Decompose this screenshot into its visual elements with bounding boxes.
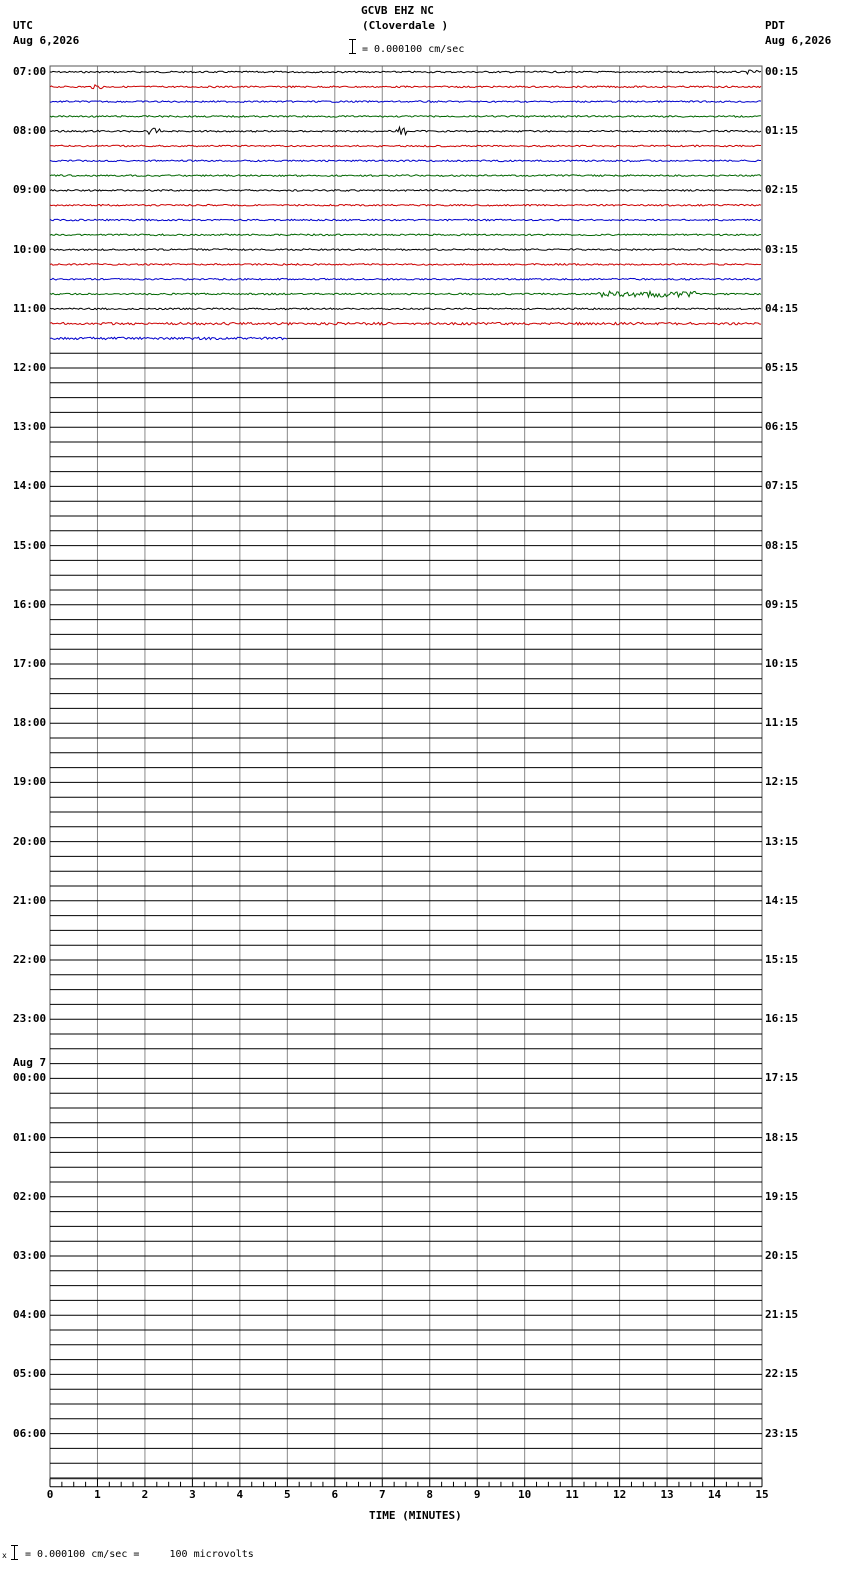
utc-hour-label: 21:00	[13, 893, 47, 907]
plot-frame	[50, 66, 762, 1479]
x-tick-label: 10	[518, 1487, 532, 1501]
utc-hour-label: 00:00	[13, 1071, 47, 1085]
seismic-trace	[50, 175, 761, 177]
footer-scale-note: = 0.000100 cm/sec = 100 microvolts	[25, 1549, 254, 1560]
pdt-hour-label: 07:15	[765, 479, 799, 493]
station-location: (Cloverdale )	[362, 19, 449, 32]
pdt-hour-label: 23:15	[765, 1426, 799, 1440]
utc-hour-label: 11:00	[13, 301, 47, 315]
pdt-hour-label: 02:15	[765, 183, 799, 197]
seismic-trace	[50, 249, 761, 251]
right-timezone: PDT	[765, 19, 785, 32]
utc-hour-label: 09:00	[13, 183, 47, 197]
utc-hour-label: 06:00	[13, 1426, 47, 1440]
seismic-trace	[50, 337, 287, 339]
utc-hour-label: 18:00	[13, 716, 47, 730]
x-tick-label: 8	[426, 1487, 434, 1501]
seismic-trace	[50, 308, 761, 310]
x-tick-label: 12	[612, 1487, 627, 1501]
seismic-trace	[50, 145, 761, 147]
x-tick-label: 14	[707, 1487, 722, 1501]
seismic-trace	[50, 127, 761, 135]
x-tick-label: 3	[189, 1487, 196, 1501]
x-tick-label: 5	[284, 1487, 291, 1501]
x-tick-label: 9	[473, 1487, 481, 1501]
utc-hour-label: 22:00	[13, 953, 47, 966]
x-tick-label: 0	[46, 1487, 54, 1501]
pdt-hour-label: 00:15	[765, 65, 799, 78]
seismic-trace	[50, 101, 761, 103]
utc-hour-label: 20:00	[13, 834, 47, 848]
footer-scale-icon	[11, 1545, 18, 1560]
pdt-hour-label: 21:15	[765, 1308, 799, 1322]
scale-label: = 0.000100 cm/sec	[362, 44, 465, 55]
x-tick-label: 4	[236, 1487, 244, 1501]
pdt-hour-label: 18:15	[765, 1130, 799, 1144]
utc-hour-label: 03:00	[13, 1249, 47, 1262]
utc-hour-label: 13:00	[13, 420, 47, 434]
pdt-hour-label: 13:15	[765, 834, 799, 848]
pdt-hour-label: 03:15	[765, 242, 799, 256]
utc-hour-label: 12:00	[13, 361, 47, 374]
utc-hour-label: 14:00	[13, 479, 47, 493]
left-timezone: UTC	[13, 19, 33, 32]
utc-hour-label: 08:00	[13, 124, 47, 138]
utc-hour-label: 07:00	[13, 65, 47, 78]
seismic-trace	[50, 116, 761, 118]
pdt-hour-label: 22:15	[765, 1367, 799, 1381]
pdt-hour-label: 14:15	[765, 893, 799, 907]
left-date: Aug 6,2026	[13, 34, 80, 47]
pdt-hour-label: 20:15	[765, 1249, 799, 1262]
pdt-hour-label: 17:15	[765, 1071, 799, 1085]
pdt-hour-label: 16:15	[765, 1012, 799, 1026]
pdt-hour-label: 01:15	[765, 124, 799, 138]
utc-hour-label: 04:00	[13, 1308, 47, 1322]
time-axis	[47, 1479, 769, 1501]
pdt-hour-label: 04:15	[765, 301, 799, 315]
pdt-hour-label: 09:15	[765, 597, 799, 611]
x-tick-label: 2	[141, 1487, 149, 1501]
scale-bar-icon	[349, 39, 356, 54]
right-date: Aug 6,2026	[765, 34, 832, 47]
x-tick-label: 11	[565, 1487, 579, 1501]
utc-hour-label: 23:00	[13, 1012, 47, 1026]
utc-hour-label: 17:00	[13, 657, 47, 670]
pdt-hour-label: 06:15	[765, 420, 799, 434]
pdt-hour-label: 19:15	[765, 1189, 799, 1203]
utc-hour-label: 02:00	[13, 1189, 47, 1203]
utc-hour-label: 05:00	[13, 1367, 47, 1381]
utc-hour-label: 15:00	[13, 538, 47, 552]
utc-hour-label: 16:00	[13, 597, 47, 611]
pdt-hour-label: 12:15	[765, 775, 799, 789]
station-title: GCVB EHZ NC	[361, 4, 434, 17]
utc-hour-label: 01:00	[13, 1130, 47, 1144]
x-tick-label: 1	[94, 1487, 101, 1501]
x-tick-label: 13	[660, 1487, 674, 1501]
seismic-trace	[50, 70, 761, 74]
trace-lines	[50, 70, 762, 1478]
pdt-hour-label: 08:15	[765, 538, 799, 552]
pdt-hour-label: 10:15	[765, 657, 799, 670]
grid-lines	[50, 66, 762, 1479]
footer-mark: x	[2, 1551, 7, 1560]
seismic-trace	[50, 278, 761, 280]
pdt-hour-label: 11:15	[765, 716, 799, 730]
utc-hour-label: 19:00	[13, 775, 47, 789]
seismic-trace	[50, 264, 761, 266]
seismic-trace	[50, 160, 761, 162]
seismic-trace	[50, 234, 761, 236]
seismic-trace	[50, 219, 761, 221]
x-axis-label: TIME (MINUTES)	[369, 1509, 462, 1522]
seismic-trace	[50, 85, 761, 89]
x-tick-label: 15	[755, 1487, 769, 1501]
seismic-trace	[50, 190, 761, 192]
pdt-hour-label: 15:15	[765, 953, 799, 966]
pdt-hour-label: 05:15	[765, 361, 799, 374]
seismic-trace	[50, 204, 761, 206]
date-change-label: Aug 7	[13, 1056, 47, 1070]
seismic-trace	[50, 291, 761, 297]
x-tick-label: 6	[331, 1487, 339, 1501]
seismic-trace	[50, 322, 761, 324]
utc-hour-label: 10:00	[13, 242, 47, 256]
x-tick-label: 7	[378, 1487, 386, 1501]
